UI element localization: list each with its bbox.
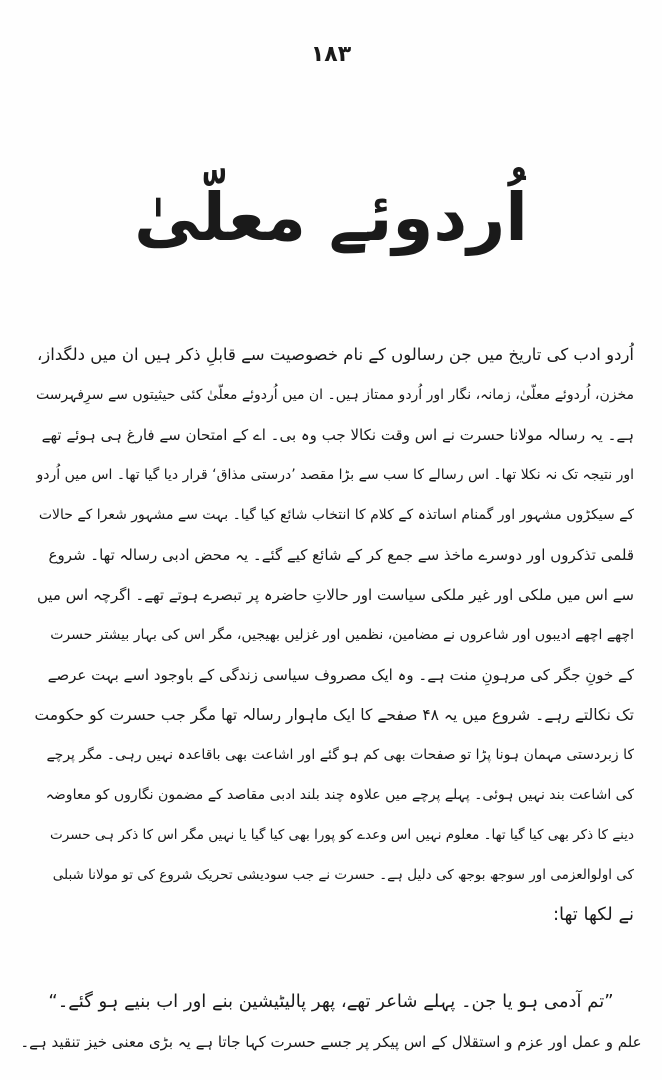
- quotation-block: [20, 982, 642, 1062]
- chapter-title: اُردوئے معلّیٰ: [134, 179, 528, 256]
- text-line: نے لکھا تھا:: [552, 904, 634, 925]
- text-line: اور نتیجہ تک نہ نکلا تھا۔ اس رسالے کا سب سے بڑا مقصد ’درستی مذاق‘ قرار دیا گیا تھا۔ اس میں اُردو: [36, 467, 634, 483]
- text-line: کی اشاعت بند نہیں ہوئی۔ پہلے پرچے میں علاوہ چند بلند ادبی مقاصد کے مضمون نگاروں کو معاوضہ: [45, 787, 634, 803]
- text-line: ہے۔ یہ رسالہ مولانا حسرت نے اس وقت نکالا جب وہ بی۔ اے کے امتحان سے فارغ ہی ہوئے تھے: [41, 426, 634, 444]
- text-line: قلمی تذکروں اور دوسرے ماخذ سے جمع کر کے شائع کیے گئے۔ یہ محض ادبی رسالہ تھا۔ شروع: [48, 546, 634, 564]
- quote-line: ”تم آدمی ہو یا جن۔ پہلے شاعر تھے، پھر پالیٹیشین بنے اور اب بنیے ہو گئے۔“: [48, 991, 614, 1012]
- text-line: کا زبردستی مہمان ہونا پڑا تو صفحات بھی کم ہو گئے اور اشاعت بھی باقاعدہ نہیں رہی۔ مگر پرچے: [46, 747, 634, 763]
- text-line: اچھے اچھے ادیبوں اور شاعروں نے مضامین، نظمیں اور غزلیں بھیجیں، مگر اس کی بہار بیشتر حسرت: [50, 627, 634, 643]
- text-line: اُردو ادب کی تاریخ میں جن رسالوں کے نام خصوصیت سے قابلِ ذکر ہیں ان میں دلگداز،: [36, 345, 634, 364]
- text-line: دینے کا ذکر بھی کیا گیا تھا۔ معلوم نہیں اس وعدے کو پورا بھی کیا گیا یا نہیں مگر اس کا ذکر ہی حسرت: [50, 827, 634, 843]
- text-line: کے خونِ جگر کی مرہونِ منت ہے۔ وہ ایک مصروف سیاسی زندگی کے باوجود اسے بہت عرصے: [47, 666, 634, 684]
- page-number: ۱۸۳: [310, 42, 352, 67]
- text-line: تک نکالتے رہے۔ شروع میں یہ ۴۸ صفحے کا ایک ماہوار رسالہ تھا مگر جب حسرت کو حکومت: [34, 706, 634, 724]
- text-line: سے اس میں ملکی اور غیر ملکی سیاست اور حالاتِ حاضرہ پر تبصرے ہوتے تھے۔ اگرچہ اس میں: [36, 586, 634, 604]
- text-line: مخزن، اُردوئے معلّیٰ، زمانہ، نگار اور اُردو ممتاز ہیں۔ ان میں اُردوئے معلّیٰ کئی حیثیتوں سے سرِفہرست: [35, 387, 634, 403]
- quote-line: علم و عمل اور عزم و استقلال کے اس پیکر پر جسے حسرت کہا جاتا ہے یہ بڑی معنی خیز تنقید ہے۔: [20, 1033, 642, 1051]
- body-paragraph: [34, 335, 634, 935]
- text-line: کے سیکڑوں مشہور اور گمنام اساتذہ کے کلام کا انتخاب شائع کیا گیا۔ بہت سے مشہور شعرا کے حالات: [38, 507, 634, 523]
- text-line: کی اولوالعزمی اور سوجھ بوجھ کی دلیل ہے۔ حسرت نے جب سودیشی تحریک شروع کی تو مولانا شبلی: [52, 867, 634, 883]
